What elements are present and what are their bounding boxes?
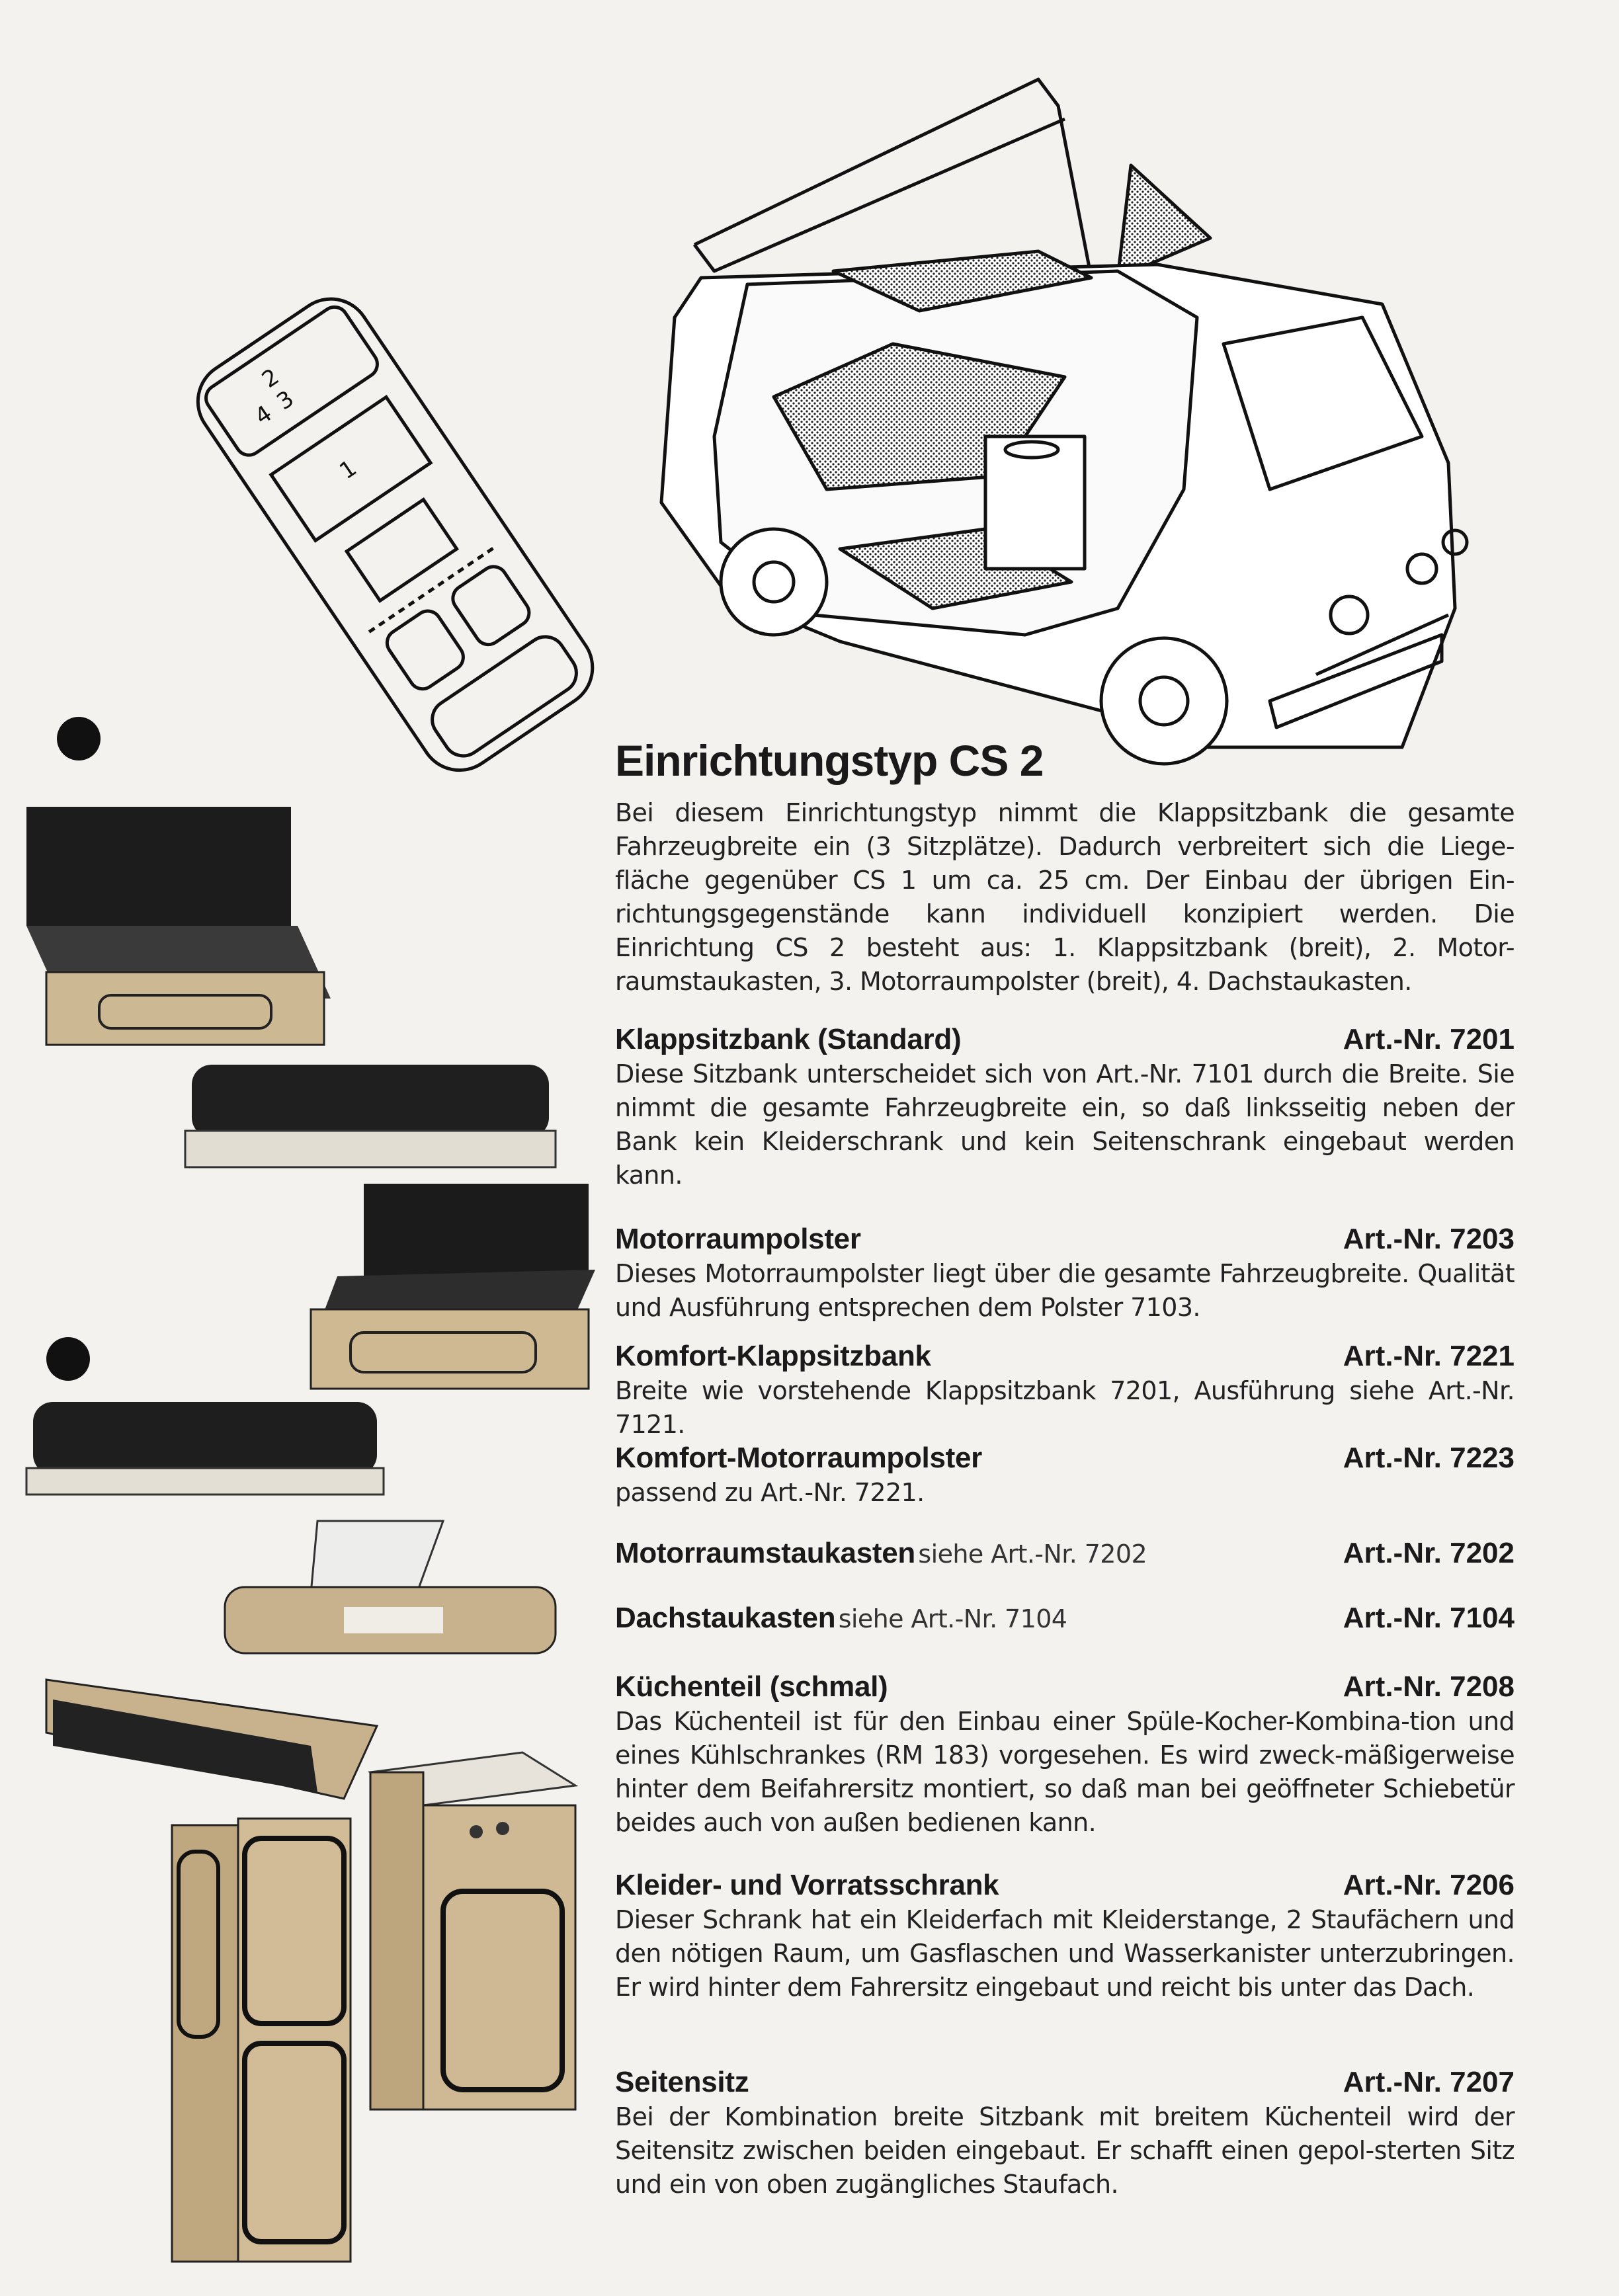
- photo-kitchen-unit: [364, 1746, 582, 2123]
- item-note: siehe Art.-Nr. 7104: [838, 1604, 1067, 1633]
- item-art-nr: Art.-Nr. 7202: [1343, 1537, 1515, 1569]
- item-title: Küchenteil (schmal): [615, 1670, 888, 1703]
- item-art-nr: Art.-Nr. 7104: [1343, 1602, 1515, 1634]
- item-title: Motorraumpolster: [615, 1223, 861, 1255]
- van-cutaway-illustration: [615, 66, 1541, 794]
- item-title: Kleider- und Vorratsschrank: [615, 1869, 999, 1901]
- item-description: Breite wie vorstehende Klappsitzbank 7201, Ausführung siehe Art.-Nr. 7121.: [615, 1376, 1515, 1439]
- item-title: Dachstaukasten: [615, 1602, 836, 1634]
- item-art-nr: Art.-Nr. 7208: [1343, 1670, 1515, 1703]
- item-art-nr: Art.-Nr. 7223: [1343, 1442, 1515, 1474]
- item-description: passend zu Art.-Nr. 7221.: [615, 1478, 925, 1507]
- item-komfort-klappsitzbank: [615, 1338, 1515, 1442]
- item-description: Das Küchenteil ist für den Einbau einer Spüle-Kocher-Kombina-tion und eines Kühlschrankes (RM 183) vorgesehen. Es wird zweck-mäßigerweise hinter dem Beifahrersitz montiert, so daß man bei geöffneter Schiebetür beides auch von außen bedienen kann.: [615, 1707, 1515, 1837]
- page-title: Einrichtungstyp CS 2: [615, 736, 1044, 785]
- floorplan-illustration: [172, 265, 635, 794]
- photo-engine-storage-box: [218, 1514, 562, 1666]
- punch-hole-top: [57, 717, 101, 760]
- item-art-nr: Art.-Nr. 7201: [1343, 1023, 1515, 1055]
- item-title: Komfort-Klappsitzbank: [615, 1340, 931, 1372]
- item-description: Dieses Motorraumpolster liegt über die gesamte Fahrzeugbreite. Qualität und Ausführung entsprechen dem Polster 7103.: [615, 1259, 1515, 1322]
- photo-comfort-cushion: [20, 1389, 390, 1508]
- item-komfort-motorraumpolster: [615, 1440, 1515, 1510]
- floorplan-label-3: 3: [272, 385, 299, 416]
- photo-folding-bench-open: [20, 800, 337, 1051]
- item-art-nr: Art.-Nr. 7207: [1343, 2066, 1515, 2098]
- item-title: Klappsitzbank (Standard): [615, 1023, 962, 1055]
- intro-text: Bei diesem Einrichtungstyp nimmt die Klappsitzbank die gesamte Fahrzeugbreite ein (3 Sitzplätze). Dadurch verbreitert sich die Liege-fläche gegenüber CS 1 um ca. 25 cm. Der Einbau der übrigen Ein-richtungsgegenstände kann individuell konzipiert werden. Die Einrichtung CS 2 besteht aus: 1. Klappsitzbank (breit), 2. Motor-raumstaukasten, 3. Motorraumpolster (breit), 4. Dachstaukasten.: [615, 798, 1515, 996]
- item-dachstaukasten: [615, 1600, 1515, 1636]
- item-motorraumstaukasten: [615, 1536, 1515, 1571]
- item-kleider-vorratsschrank: [615, 1867, 1515, 2004]
- item-description: Diese Sitzbank unterscheidet sich von Art.-Nr. 7101 durch die Breite. Sie nimmt die gesamte Fahrzeugbreite ein, so daß linksseitig neben der Bank kein Kleiderschrank und kein Seitenschrank eingebaut werden kann.: [615, 1059, 1515, 1190]
- photo-comfort-bench: [304, 1177, 608, 1395]
- floorplan-label-2: 2: [257, 363, 284, 394]
- item-seitensitz: [615, 2065, 1515, 2201]
- item-description: Dieser Schrank hat ein Kleiderfach mit Kleiderstange, 2 Staufächern und den nötigen Raum, um Gasflaschen und Wasserkanister unterzubringen. Er wird hinter dem Fahrersitz eingebaut und reicht bis unter das Dach.: [615, 1905, 1515, 2002]
- item-kuechenteil-schmal: [615, 1669, 1515, 1840]
- item-art-nr: Art.-Nr. 7221: [1343, 1340, 1515, 1372]
- item-title: Seitensitz: [615, 2066, 749, 2098]
- intro-section: [615, 734, 1515, 999]
- floorplan-label-1: 1: [335, 454, 362, 485]
- item-note: siehe Art.-Nr. 7202: [918, 1539, 1147, 1569]
- floorplan-label-4: 4: [250, 400, 277, 430]
- item-motorraumpolster: [615, 1221, 1515, 1325]
- photo-roof-storage-box: [33, 1666, 390, 1825]
- item-art-nr: Art.-Nr. 7203: [1343, 1223, 1515, 1255]
- item-title: Komfort-Motorraumpolster: [615, 1442, 983, 1474]
- item-art-nr: Art.-Nr. 7206: [1343, 1869, 1515, 1901]
- item-klappsitzbank-standard: [615, 1022, 1515, 1192]
- item-description: Bei der Kombination breite Sitzbank mit breitem Küchenteil wird der Seitensitz zwischen beiden eingebaut. Er schafft einen gepol-sterten Sitz und ein von oben zugängliches Staufach.: [615, 2102, 1515, 2199]
- photo-wardrobe-cabinet: [165, 1812, 357, 2268]
- item-title: Motorraumstaukasten: [615, 1537, 915, 1569]
- photo-engine-cushion: [179, 1051, 562, 1177]
- punch-hole-bottom: [46, 1337, 90, 1381]
